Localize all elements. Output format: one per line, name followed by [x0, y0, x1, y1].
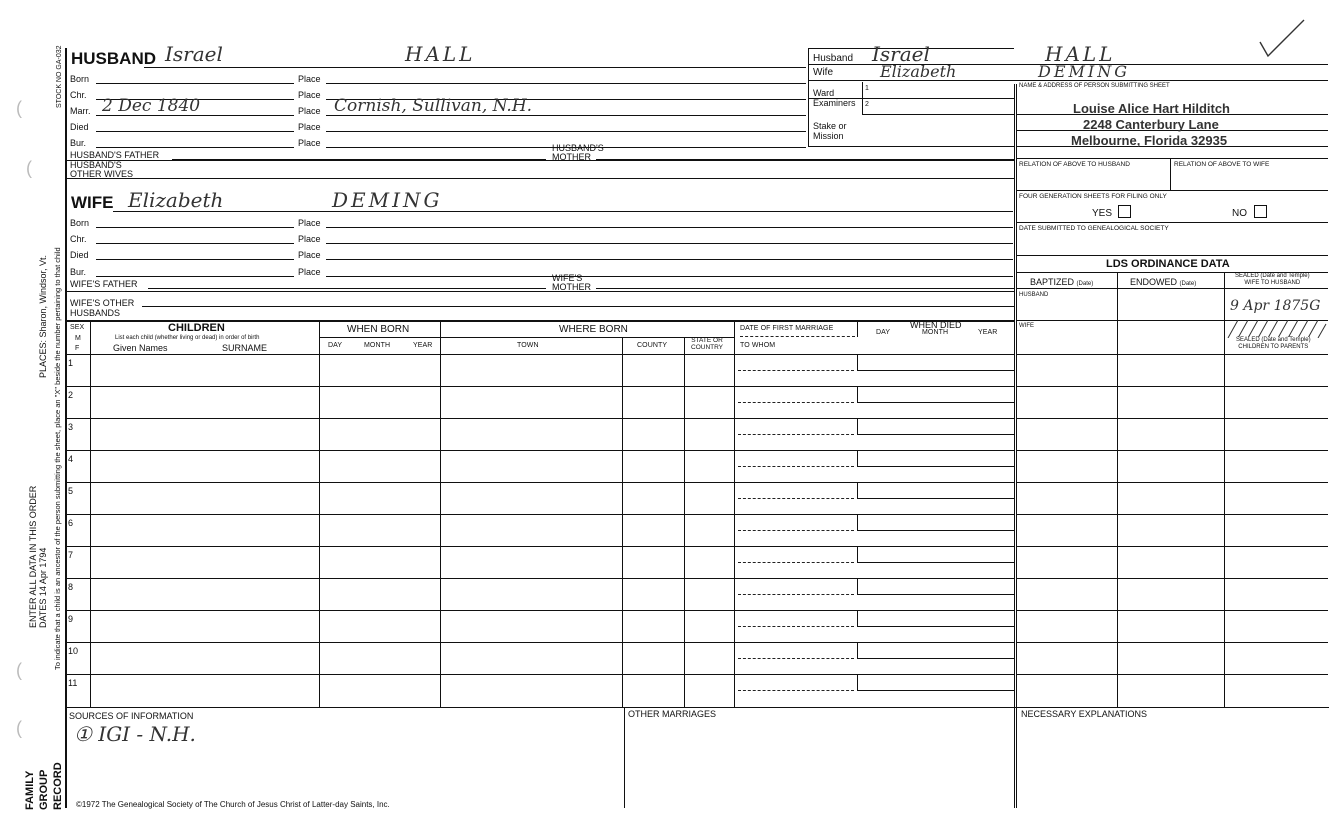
child-row-number: 5 [68, 486, 74, 496]
dates-note: DATES 14 Apr 1794 [38, 547, 48, 628]
sealed-wife-header: SEALED (Date and Temple) WIFE TO HUSBAND [1235, 273, 1310, 286]
lds-row-divider [1016, 610, 1328, 611]
child-died-cell[interactable] [857, 418, 1014, 435]
submitter-label: NAME & ADDRESS OF PERSON SUBMITTING SHEET [1019, 83, 1170, 89]
date-submitted-label: DATE SUBMITTED TO GENEALOGICAL SOCIETY [1019, 225, 1169, 232]
lds-row-divider [1016, 386, 1328, 387]
margin-arc-icon: ( [16, 718, 22, 738]
endowed-header: ENDOWED (Date) [1130, 277, 1197, 287]
wife-chr-place-label: Place [298, 234, 321, 244]
ancestor-instructions: To indicate that a child is an ancestor of the person submitting the sheet, place an "X" beside the number pertaining to that child [53, 247, 62, 670]
husband-given-name[interactable]: Israel [165, 42, 223, 66]
to-whom-header: TO WHOM [740, 342, 776, 349]
child-row-number: 7 [68, 550, 74, 560]
lds-row-divider [1016, 418, 1328, 419]
child-row-number: 3 [68, 422, 74, 432]
lds-row-divider [1016, 642, 1328, 643]
town-header: TOWN [517, 342, 539, 349]
sex-f-header: F [75, 345, 80, 352]
child-marriage-date-line[interactable] [738, 690, 854, 691]
examiners-label: Examiners [813, 98, 856, 108]
child-marriage-date-line[interactable] [738, 594, 854, 595]
sources-value[interactable]: ① IGI - N.H. [74, 722, 196, 746]
child-died-cell[interactable] [857, 514, 1014, 531]
sources-label: SOURCES OF INFORMATION [69, 711, 194, 721]
child-marriage-date-line[interactable] [738, 530, 854, 531]
child-died-cell[interactable] [857, 546, 1014, 563]
baptized-header: BAPTIZED (Date) [1030, 277, 1094, 287]
hatched-cell-icon [1226, 320, 1328, 338]
died-year-header: YEAR [978, 329, 998, 336]
wife-died-label: Died [70, 250, 89, 260]
when-born-header: WHEN BORN [347, 324, 410, 335]
wife-other-husbands-label: WIFE'S OTHER HUSBANDS [70, 298, 135, 318]
sealed-children-header: SEALED (Date and Temple) CHILDREN TO PARENTS [1236, 337, 1311, 350]
husband-label: HUSBAND [71, 49, 156, 68]
right-husband-surname[interactable]: HALL [1045, 42, 1116, 66]
lds-row-divider [1016, 674, 1328, 675]
county-header: COUNTY [637, 342, 668, 349]
margin-arc-icon: ( [16, 660, 22, 680]
yes-label: YES [1092, 208, 1113, 219]
child-row-number: 11 [68, 678, 78, 688]
child-died-cell[interactable] [857, 610, 1014, 627]
died-day-header: DAY [876, 329, 891, 336]
where-born-header: WHERE BORN [559, 324, 628, 335]
right-wife-given[interactable]: Elizabeth [880, 62, 957, 81]
child-marriage-date-line[interactable] [738, 658, 854, 659]
child-row-number: 1 [68, 358, 74, 368]
child-marriage-date-line[interactable] [738, 370, 854, 371]
sealed-wife-value[interactable]: 9 Apr 1875G [1230, 298, 1321, 314]
husband-other-wives-label: HUSBAND'S OTHER WIVES [70, 160, 134, 179]
husband-born-label: Born [70, 74, 90, 84]
submitter-street[interactable]: 2248 Canterbury Lane [1083, 117, 1219, 132]
child-row-number: 10 [68, 646, 79, 656]
form-title-record: RECORD [52, 762, 64, 810]
husband-marriage-place[interactable]: Cornish, Sullivan, N.H. [334, 96, 533, 116]
born-month-header: MONTH [364, 342, 391, 349]
lds-wife-label: WIFE [1019, 323, 1034, 329]
husband-marr-label: Marr. [70, 106, 91, 116]
right-wife-label: Wife [813, 67, 833, 78]
child-died-cell[interactable] [857, 386, 1014, 403]
husband-chr-label: Chr. [70, 90, 87, 100]
lds-row-divider [1016, 450, 1328, 451]
lds-row-divider [1016, 514, 1328, 515]
ward-label: Ward [813, 88, 835, 98]
wife-chr-label: Chr. [70, 234, 87, 244]
child-row-number: 8 [68, 582, 74, 592]
wife-born-label: Born [70, 218, 90, 228]
born-year-header: YEAR [413, 342, 433, 349]
husband-surname[interactable]: HALL [405, 42, 476, 66]
four-generation-label: FOUR GENERATION SHEETS FOR FILING ONLY [1019, 193, 1167, 200]
places-note: PLACES: Sharon, Windsor, Vt. [38, 254, 48, 378]
husband-bur-label: Bur. [70, 138, 87, 148]
form-title-group: GROUP [38, 769, 50, 810]
stock-number: STOCK NO GA-032 [56, 45, 63, 108]
child-row-number: 4 [68, 454, 74, 464]
submitter-city[interactable]: Melbourne, Florida 32935 [1071, 133, 1228, 148]
child-row-number: 9 [68, 614, 74, 624]
husband-bur-place-label: Place [298, 138, 321, 148]
explanations-label: NECESSARY EXPLANATIONS [1021, 709, 1148, 719]
child-marriage-date-line[interactable] [738, 402, 854, 403]
child-marriage-date-line[interactable] [738, 626, 854, 627]
died-month-header: MONTH [922, 329, 949, 336]
wife-surname[interactable]: DEMING [332, 188, 443, 212]
wife-father-label: WIFE'S FATHER [70, 279, 138, 289]
wife-bur-place-label: Place [298, 267, 321, 277]
husband-mother-label: HUSBAND'S MOTHER [552, 143, 604, 162]
husband-died-place-label: Place [298, 122, 321, 132]
child-marriage-date-line[interactable] [738, 498, 854, 499]
sex-m-header: M [75, 335, 81, 342]
checkmark-icon [1258, 16, 1310, 60]
surname-header: SURNAME [222, 343, 268, 353]
yes-checkbox[interactable] [1118, 205, 1131, 218]
lds-row-divider [1016, 482, 1328, 483]
no-label: NO [1232, 208, 1247, 219]
born-day-header: DAY [328, 342, 343, 349]
sex-header: SEX [70, 324, 85, 331]
mission-label: Mission [813, 131, 844, 141]
children-header: CHILDREN [168, 322, 225, 334]
enter-all-note: ENTER ALL DATA IN THIS ORDER [28, 485, 38, 628]
child-died-cell[interactable] [857, 482, 1014, 499]
husband-died-label: Died [70, 122, 89, 132]
right-husband-label: Husband [813, 53, 854, 64]
form-title-family: FAMILY [24, 770, 36, 810]
given-names-header: Given Names [113, 343, 168, 353]
husband-father-label: HUSBAND'S FATHER [70, 150, 160, 160]
examiner-2-label: 2 [865, 101, 869, 108]
child-died-cell[interactable] [857, 674, 1014, 691]
stake-label: Stake or [813, 121, 847, 131]
children-instructions: List each child (whether living or dead) in order of birth [115, 335, 260, 341]
lds-row-divider [1016, 578, 1328, 579]
first-marriage-header: DATE OF FIRST MARRIAGE [740, 325, 834, 332]
husband-born-place-label: Place [298, 74, 321, 84]
examiner-1-label: 1 [865, 85, 869, 92]
wife-label: WIFE [71, 193, 114, 212]
when-died-header: WHEN DIED [910, 320, 962, 330]
submitter-name[interactable]: Louise Alice Hart Hilditch [1073, 101, 1230, 116]
lds-row-divider [1016, 546, 1328, 547]
child-died-cell[interactable] [857, 642, 1014, 659]
right-wife-surname[interactable]: DEMING [1038, 62, 1130, 81]
husband-marr-place-label: Place [298, 106, 321, 116]
right-husband-given[interactable]: Israel [872, 42, 930, 66]
copyright-notice: ©1972 The Genealogical Society of The Church of Jesus Christ of Latter-day Saints, Inc. [76, 800, 390, 809]
wife-bur-label: Bur. [70, 267, 87, 277]
lds-husband-label: HUSBAND [1019, 292, 1049, 298]
child-row-number: 2 [68, 390, 74, 400]
child-died-cell[interactable] [857, 450, 1014, 467]
wife-died-place-label: Place [298, 250, 321, 260]
relation-wife-label: RELATION OF ABOVE TO WIFE [1174, 161, 1270, 168]
child-marriage-date-line[interactable] [738, 434, 854, 435]
child-marriage-date-line[interactable] [738, 466, 854, 467]
wife-given-name[interactable]: Elizabeth [128, 188, 224, 212]
husband-chr-place-label: Place [298, 90, 321, 100]
state-country-header: STATE OR COUNTRY [691, 337, 724, 351]
husband-marriage-date[interactable]: 2 Dec 1840 [102, 96, 201, 116]
margin-arc-icon: ( [26, 158, 32, 178]
child-marriage-date-line[interactable] [738, 562, 854, 563]
child-died-cell[interactable] [857, 578, 1014, 595]
no-checkbox[interactable] [1254, 205, 1267, 218]
relation-husband-label: RELATION OF ABOVE TO HUSBAND [1019, 161, 1130, 168]
lds-title: LDS ORDINANCE DATA [1106, 258, 1230, 270]
margin-arc-icon: ( [16, 98, 22, 118]
wife-born-place-label: Place [298, 218, 321, 228]
child-died-cell[interactable] [857, 354, 1014, 371]
other-marriages-label: OTHER MARRIAGES [628, 709, 717, 719]
child-row-number: 6 [68, 518, 74, 528]
wife-mother-label: WIFE'S MOTHER [552, 273, 591, 292]
